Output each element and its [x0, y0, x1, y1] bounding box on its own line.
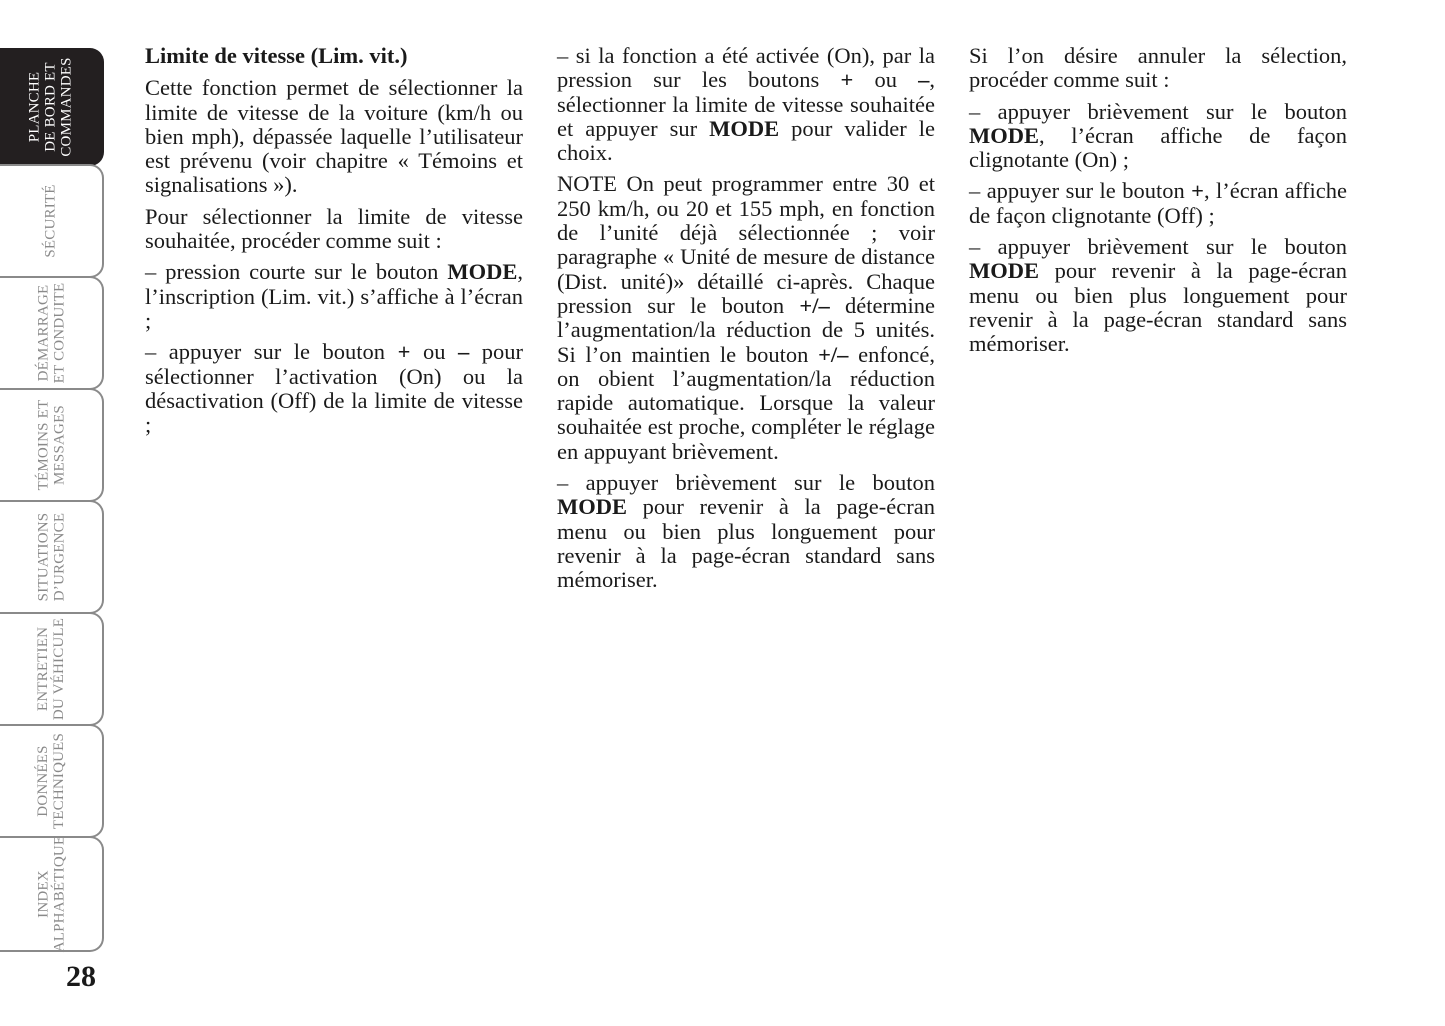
- text: – si la fonction a été activée (On), par la pression sur les boutons: [557, 43, 935, 93]
- button-name: MODE: [969, 122, 1039, 148]
- text-column-2: [557, 44, 935, 600]
- tab-label: [35, 400, 67, 491]
- tab-situations[interactable]: [0, 500, 104, 614]
- button-name: MODE: [557, 494, 627, 520]
- button-name: MODE: [709, 115, 780, 141]
- tab-label: [35, 733, 67, 829]
- text-column-3: [969, 44, 1347, 364]
- tab-index[interactable]: [0, 836, 104, 952]
- tab-label: [35, 618, 67, 720]
- button-name: –: [918, 67, 930, 93]
- tab-line: ALPHABÉTIQUE: [51, 835, 67, 953]
- paragraph: [557, 44, 935, 165]
- section-heading: Limite de vitesse (Lim. vit.): [145, 43, 408, 68]
- paragraph: [145, 260, 523, 333]
- tab-line: DONNÉES: [34, 745, 51, 817]
- tab-line: DÉMARRAGE: [34, 284, 51, 382]
- text: – pression courte sur le bouton: [145, 259, 448, 285]
- tab-line: MESSAGES: [51, 405, 67, 485]
- paragraph: [969, 100, 1347, 173]
- button-name: MODE: [447, 259, 518, 285]
- tab-label: [35, 836, 67, 953]
- paragraph: [145, 340, 523, 437]
- tab-line: INDEX: [35, 870, 51, 918]
- text: – appuyer brièvement sur le bouton: [969, 234, 1347, 260]
- text: , l’écran affiche de façon clignotante (Off) ;: [969, 178, 1347, 228]
- text: , l’inscription (Lim. vit.) s’affiche à l’écran ;: [145, 259, 523, 333]
- tab-donnees[interactable]: [0, 724, 104, 838]
- tab-line: SITUATIONS: [34, 512, 51, 602]
- text: pour revenir à la page-écran menu ou bien plus longuement pour revenir à la page-écran standard sans mémoriser.: [557, 494, 935, 593]
- text: pour valider le choix.: [557, 115, 935, 166]
- tab-line: ENTRETIEN: [35, 626, 51, 712]
- tab-line: TÉMOINS ET: [35, 399, 51, 491]
- tab-demarrage[interactable]: [0, 276, 104, 390]
- tab-temoins[interactable]: [0, 388, 104, 502]
- button-name: +/–: [799, 292, 830, 318]
- text: – appuyer sur le bouton: [969, 178, 1192, 204]
- paragraph: Si l’on désire annuler la sélection, procéder comme suit :: [969, 43, 1347, 93]
- button-name: +: [397, 339, 411, 365]
- paragraph: [557, 471, 935, 592]
- text: – appuyer brièvement sur le bouton: [969, 98, 1347, 124]
- tab-label: [43, 184, 59, 257]
- button-name: MODE: [969, 258, 1039, 284]
- tab-label: [27, 57, 75, 156]
- tab-label: [35, 283, 67, 384]
- text: – appuyer brièvement sur le bouton: [557, 470, 935, 496]
- paragraph: Pour sélectionner la limite de vitesse souhaitée, procéder comme suit :: [145, 203, 523, 254]
- text: pour revenir à la page-écran menu ou bien plus longuement pour revenir à la page-écran standard sans mémoriser.: [969, 258, 1347, 357]
- page-number: 28: [66, 960, 96, 993]
- button-name: +: [840, 67, 854, 93]
- text: – appuyer sur le bouton: [145, 339, 398, 365]
- button-name: –: [457, 339, 470, 365]
- paragraph: Cette fonction permet de sélectionner la limite de vitesse de la voiture (km/h ou bien mph), dépassée laquelle l’utilisateur est prévenu (voir chapitre « Témoins et signalisations »).: [145, 75, 523, 198]
- text: NOTE On peut programmer entre 30 et 250 km/h, ou 20 et 155 mph, en fonction de l’unité déjà sélectionnée ; voir paragraphe « Unité de mesure de distance (Dist. unité)» détaillé ci-après. Chaque pression sur le bouton: [557, 171, 935, 318]
- text: détermine l’augmentation/la réduction de 5 unités. Si l’on maintien le bouton: [557, 292, 935, 367]
- tab-line: SÉCURITÉ: [43, 184, 59, 258]
- tab-securite[interactable]: [0, 164, 104, 278]
- text: ou: [410, 339, 458, 365]
- text: pour sélectionner l’activation (On) ou la désactivation (Off) de la limite de vitesse ;: [145, 339, 524, 438]
- paragraph: [969, 179, 1347, 228]
- text: ou: [853, 67, 919, 93]
- chapter-sidebar: [0, 0, 112, 1026]
- tab-line: COMMANDES: [58, 57, 75, 157]
- tab-line: DU VÉHICULE: [51, 617, 67, 721]
- tab-line: ET CONDUITE: [50, 282, 67, 384]
- button-name: +/–: [818, 341, 849, 367]
- paragraph: [969, 235, 1347, 356]
- text-column-1: [145, 44, 523, 444]
- tab-planche-de-bord[interactable]: [0, 48, 104, 166]
- button-name: +: [1191, 178, 1204, 204]
- tab-line: D’URGENCE: [50, 512, 67, 602]
- text: , sélectionner la limite de vitesse souhaitée et appuyer sur: [557, 67, 936, 141]
- tab-label: [35, 513, 67, 602]
- text: enfoncé, on obient l’augmentation/la réduction rapide automatique. Lorsque la valeur souhaitée est proche, compléter le réglage en appuyant brièvement.: [557, 341, 935, 464]
- tab-line: DE BORD ET: [42, 62, 59, 152]
- paragraph: [557, 172, 935, 464]
- tab-line: TECHNIQUES: [50, 732, 67, 830]
- tab-line: PLANCHE: [26, 71, 43, 143]
- tab-entretien[interactable]: [0, 612, 104, 726]
- text: , l’écran affiche de façon clignotante (On) ;: [969, 122, 1347, 173]
